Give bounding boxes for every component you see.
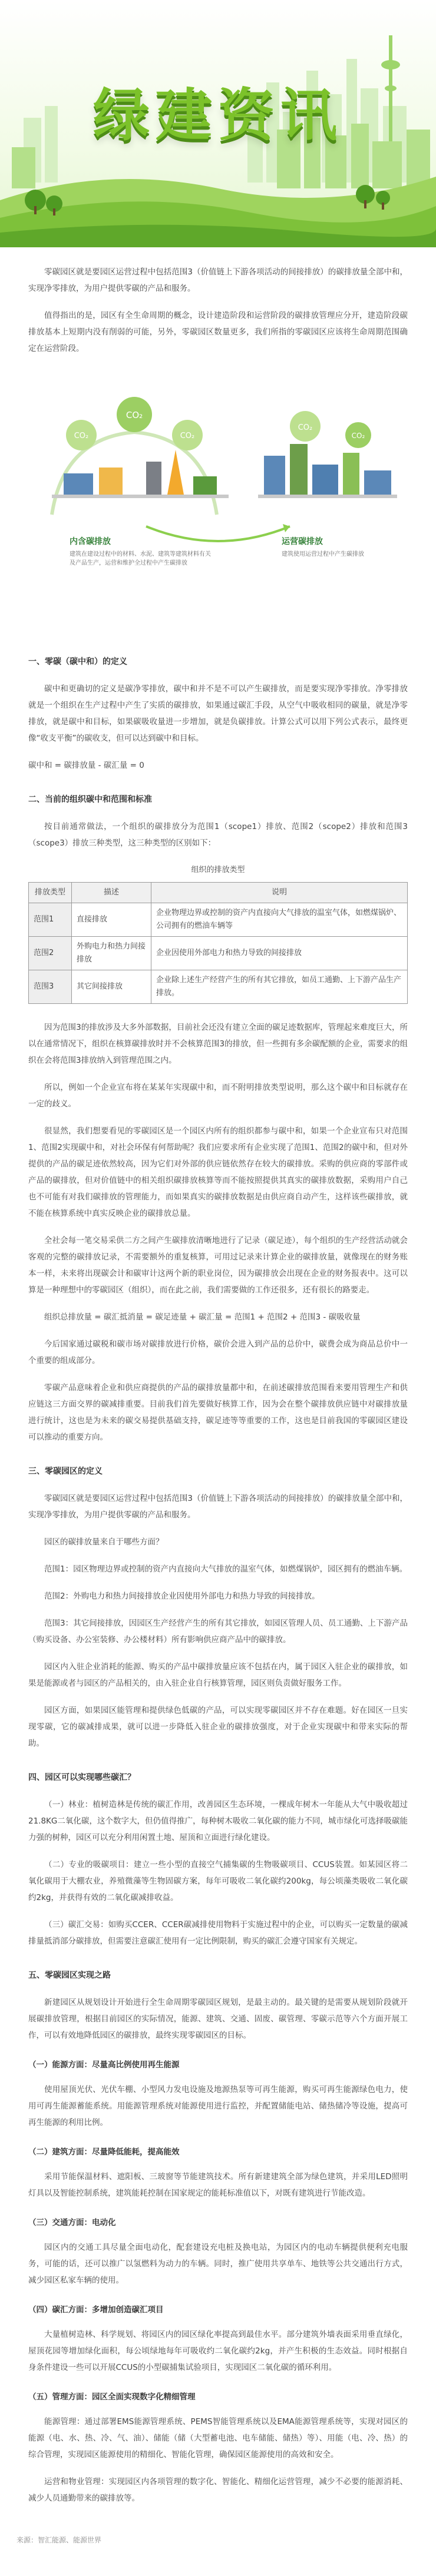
- section-heading: 二、当前的组织碳中和范围和标准: [28, 795, 152, 804]
- section-heading: 一、零碳（碳中和）的定义: [28, 657, 127, 667]
- subsection-paragraph: 园区内的交通工具尽量全面电动化，配套建设充电桩及换电站，为园区内的电动车辆提供便利充电服务，可能的话，还可以推广以氢燃料为动力的车辆。同时，推广使用共享单车、地铁等公共交通出行方式，减少园区私家车辆的使用。: [28, 2243, 408, 2285]
- subsection-paragraph: 采用节能保温材料、遮阳板、三玻窗等节能建筑技术。所有新建建筑全部为绿色建筑，并采用LED照明灯具以及智能控制系统，建筑能耗控制在国家规定的能耗标准值以下，对既有建筑进行节能改造。: [28, 2172, 408, 2198]
- table-cell: 范围3: [29, 970, 72, 1004]
- section-paragraph: 园区方面，如果园区能管理和提供绿色低碳的产品，可以实现零碳园区并不存在难题。好在园区一旦实现零碳，它的碳减排成果，就可以进一步降低入驻企业的碳排放强度，对于企业实现碳中和带来实际的帮助。: [28, 1706, 408, 1748]
- table-cell: 其它间接排放: [72, 970, 151, 1004]
- co2-bubble: CO₂: [74, 432, 89, 440]
- intro-paragraph: 值得指出的是，园区有全生命周期的概念，设计建造阶段和运营阶段的碳排放管理应分开，建造阶段碳排放基本上短期内没有削弱的可能，另外，零碳园区数量更多，我们所指的零碳园区应该将生命周期范围确定在运营阶段。: [28, 311, 408, 353]
- table-cell: 企业除上述生产经营产生的所有其它排放，如员工通勤、上下游产品生产排放。: [151, 970, 408, 1004]
- formula: 碳中和 = 碳排放量 - 碳汇量 = 0: [28, 761, 144, 770]
- embodied-label: 内含碳排放: [70, 537, 111, 546]
- table-row: [29, 903, 408, 937]
- section-paragraph: 零碳园区就是要园区运营过程中包括范围3（价值链上下游各项活动的间接排放）的碳排放量全部中和，实现净零排放，为用户提供零碳的产品和服务。: [28, 1494, 408, 1520]
- section-heading: 五、零碳园区实现之路: [28, 1971, 111, 1980]
- section-paragraph: 园区的碳排放量来自于哪些方面？: [44, 1537, 164, 1547]
- table-header: 描述: [72, 883, 151, 903]
- section-paragraph: 按目前通常做法，一个组织的碳排放分为范围1（scope1）排放、范围2（scope2）排放和范围3（scope3）排放三种类型，这三种类型的区别如下：: [28, 822, 408, 848]
- table-cell: 直接排放: [72, 903, 151, 937]
- header-banner: [0, 0, 436, 247]
- table-header: 排放类型: [29, 883, 72, 903]
- section-paragraph: （一）林业：植树造林是传统的碳汇作用，改善园区生态环境，一棵成年树木一年能从大气中吸收超过21.8KG二氧化碳，这个数字大，但仍值得推广，每种树木吸收二氧化碳的能力不同，城市绿化可选择吸碳能力强的树种，园区可以充分利用闲置土地、屋顶和立面进行绿化建设。: [28, 1800, 408, 1842]
- co2-bubble: CO₂: [180, 432, 195, 440]
- table-cell: 企业物理边界或控制的资产内直接向大气排放的温室气体，如燃煤锅炉、公司拥有的燃油车辆等: [151, 903, 408, 937]
- subsection-paragraph: 大量植树造林、科学规划、将园区内的园区绿化率提高到最佳水平。部分建筑外墙表面采用垂直绿化，屋顶花园等增加绿化面积，每公顷绿地每年可吸收约二氧化碳约2kg，并产生积极的生态效益。同时根据自身条件建设一些可以开展CCUS的小型碳捕集试验项目，实现园区二氧化碳的循环利用。: [28, 2330, 408, 2372]
- section-paragraph: 全社会每一笔交易采供二方之间产生碳排放清晰地进行了记录（碳足迹），每个组织的生产经营活动就会客观的完整的碳排放记录，不需要额外的重复核算，可用过记录来计算企业的碳排放量，就像现在的财务账本一样，未来将出现碳会计和碳审计这两个新的职业岗位，因为碳排放会出现在企业的财务报表中。这可以算是一种理想中的零碳园区（组织），而在此之前，我们需要做的工作还很多，还有很长的路要走。: [28, 1236, 408, 1295]
- article-body: [0, 247, 436, 2535]
- section-paragraph: 碳中和更确切的定义是碳净零排放，碳中和并不是不可以产生碳排放，而是要实现净零排放。净零排放就是一个组织在生产过程中产生了实质的碳排放，如果通过碳汇手段，从空气中吸收相同的碳量，就是净零排放，就是碳中和目标，如果碳吸收量进一步增加，就是负碳排放。计算公式可以用下列公式表示，最终更像“收支平衡”的碳收支，但可以达到碳中和目标。: [28, 684, 408, 743]
- carbon-lifecycle-diagram: [28, 367, 408, 615]
- source-note: 来源：智汇能源、能源世界: [16, 2536, 102, 2544]
- embodied-desc: 建筑在建设过程中的材料、水泥、建筑等建筑材料有关及产品生产，运营和维护全过程中产生碳排放: [70, 551, 211, 566]
- co2-bubble: CO₂: [351, 432, 365, 440]
- subsection-heading: （三）交通方面：电动化: [28, 2218, 116, 2227]
- section-heading: 三、零碳园区的定义: [28, 1467, 103, 1476]
- section-paragraph: 新建园区从规划设计开始进行全生命周期零碳园区规划，是最主动的。最关键的是需要从规划阶段就开展碳排放管理，根据目前园区的实际情况，能源、建筑、交通、固废、碳管理、零碳示范等六个方面开展工作，可以有效地降低园区的碳排放，最终实现零碳园区的目标。: [28, 1998, 408, 2040]
- table-header: 说明: [151, 883, 408, 903]
- subsection-paragraph: 使用屋顶光伏、光伏车棚、小型风力发电设施及地源热泵等可再生能源，购买可再生能源绿色电力，使用可再生能源蓄能系统。用能源管理系统对能源使用进行监控，并配置储能电站、储热储冷等设施，提高可再生能源的利用比例。: [28, 2085, 408, 2127]
- table-cell: 企业因使用外部电力和热力导致的间接排放: [151, 937, 408, 970]
- subsection-paragraph: 能源管理：通过部署EMS能源管理系统、PEMS智能管理系统以及EMA能源管理系统等，实现对园区的能源（电、水、热、冷、气、油）、储能（储（大型蓄电池、电车储能、储热）等）、用能（电、冷、热）的综合管理，实现园区能源使用的精细化、智能化管理，确保园区能源使用的高效和安全。: [28, 2417, 408, 2459]
- formula: 组织总排放量 = 碳汇抵消量 = 碳足迹量 + 碳汇量 = 范围1 + 范围2 + 范围3 - 碳吸收量: [44, 1312, 361, 1322]
- emission-scope-table: [28, 882, 408, 1004]
- section-paragraph: （二）专业的吸碳项目：建立一些小型的直接空气捕集碳的生物吸碳项目、CCUS装置。如某园区将二氧化碳用于大棚农业，养殖微藻等生物固碳方案，每年可吸收二氧化碳约200kg，每公顷藻类吸收二氧化碳约2kg，并获得有效的二氧化碳减排收益。: [28, 1860, 408, 1902]
- table-caption: 组织的排放类型: [191, 866, 245, 874]
- section-paragraph: 很显然，我们想要看见的零碳园区是一个园区内所有的组织都参与碳中和，如果一个企业宣布只对范围1、范围2实现碳中和，对社会环保有何帮助呢？我们应要求所有企业实现了范围1、范围2的碳中和，但对外提供的产品的碳足迹依然较高，因为它们对外部的供应链依然存在较大的碳排放。采购的供应商的零部件或产品的碳排放，但对价值链中的相关组织碳排放核算等而不能按照提供其真实的碳排放数据，采购用户自己也不可能有对我们碳排放的管理能力，而如果真实的碳排放数据是由供应商自动产生，这样该些碳排放，就不能在核算系统中真实反映企业的碳排放总量。: [28, 1126, 408, 1218]
- table-cell: 范围2: [29, 937, 72, 970]
- section-paragraph: 今后国家通过碳税和碳市场对碳排放进行价格，碳价会进入到产品的总价中，碳费会成为商品总价中一个重要的组成部分。: [28, 1340, 408, 1365]
- section-paragraph: 因为范围3的排放涉及大多外部数据，目前社会还没有建立全面的碳足迹数据库，管理起来难度巨大，所以在通常情况下，组织在核算碳排放时并不会核算范围3的排放，但一些拥有多余碳配额的企业，需要求的组织在会将范围3排放纳入到管理范围之内。: [28, 1023, 408, 1065]
- operational-label: 运营碳排放: [282, 537, 323, 546]
- co2-bubble: CO₂: [298, 423, 313, 432]
- subsection-heading: （二）建筑方面：尽量降低能耗，提高能效: [28, 2147, 180, 2157]
- section-paragraph: （三）碳汇交易：如购买CCER、CCER碳减排使用物料于实施过程中的企业，可以购买一定数量的碳减排量抵消部分碳排放，但需要注意碳汇使用有一定比例限制，购买的碳汇会遵守国家有关规定。: [28, 1920, 408, 1946]
- subsection-heading: （四）碳汇方面：多增加创造碳汇项目: [28, 2305, 164, 2315]
- intro-paragraph: 零碳园区就是要园区运营过程中包括范围3（价值链上下游各项活动的间接排放）的碳排放量全部中和，实现净零排放，为用户提供零碳的产品和服务。: [28, 267, 408, 293]
- table-cell: 外购电力和热力间接排放: [72, 937, 151, 970]
- table-row: [29, 970, 408, 1004]
- subsection-heading: （一）能源方面：尽量高比例使用再生能源: [28, 2060, 180, 2070]
- section-paragraph: 零碳产品意味着企业和供应商提供的产品的碳排放量都中和，在前述碳排放范围看来要用管理生产和供应链这三方面交界的碳减排重要。目前我们首先要做好核算工作，因为会在整个碳排放供应链中对碳排放量进行统计，这也是为未来的碳交易提供基础支持，碳足迹等等重要的工作，这也是目前我国的零碳园区建设可以推动的重要方向。: [28, 1383, 408, 1442]
- table-row: [29, 937, 408, 970]
- banner-title: 绿建资讯: [93, 82, 343, 148]
- table-cell: 范围1: [29, 903, 72, 937]
- section-paragraph: 范围2：外购电力和热力间接排放企业因使用外部电力和热力导致的间接排放。: [44, 1592, 320, 1601]
- subsection-heading: （五）管理方面：园区全面实现数字化精细管理: [28, 2392, 196, 2402]
- subsection-paragraph: 运营和物业管理：实现园区内各项管理的数字化、智能化、精细化运营管理，减少不必要的能源消耗、减少人员通勤带来的碳排放等。: [28, 2477, 408, 2503]
- co2-bubble: CO₂: [125, 410, 143, 420]
- operational-desc: 建筑使用运营过程中产生碳排放: [282, 551, 364, 558]
- section-paragraph: 园区内入驻企业消耗的能源、购买的产品中碳排放量应该不包括在内，属于园区入驻企业的碳排放，如果是能源或者与园区的产品相关的，由入驻企业自行核算管理，园区则负责做好服务工作。: [28, 1662, 408, 1688]
- section-paragraph: 范围3：其它间接排放，因园区生产经营产生的所有其它排放，如园区管理人员、员工通勤、上下游产品（购买设备、办公室装修、办公楼材料）所有影响供应商产品中的碳排放。: [28, 1619, 408, 1645]
- section-paragraph: 所以，例如一个企业宣布将在某某年实现碳中和，而不附明排放类型说明，那么这个碳中和目标就存在一定的歧义。: [28, 1083, 408, 1109]
- section-paragraph: 范围1：园区物理边界或控制的资产内直接向大气排放的温室气体，如燃煤锅炉，园区拥有的燃油车辆。: [44, 1564, 408, 1574]
- section-heading: 四、园区可以实现哪些碳汇？: [28, 1773, 136, 1782]
